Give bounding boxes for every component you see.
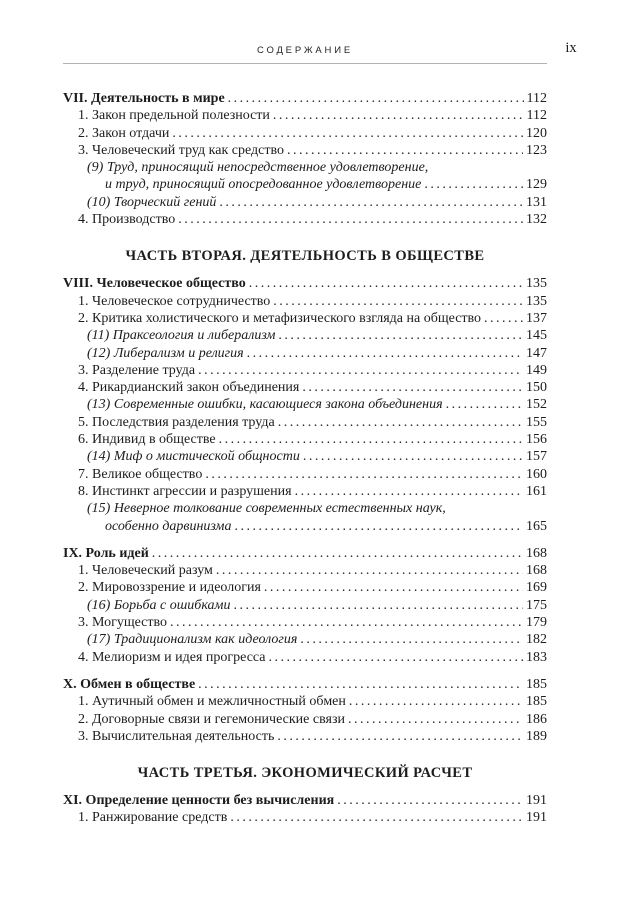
toc-entry-page: 161 [526,483,547,499]
toc-entry-title: VIII. Человеческое общество [63,276,246,292]
dot-leader [247,345,523,362]
toc-entry [63,396,547,413]
toc-entry-title: 3. Могущество [78,615,168,631]
toc-entry-page: 152 [526,397,547,413]
toc-entry [63,562,547,579]
toc-entry-title: 2. Договорные связи и гегемонические связи [78,711,345,727]
toc-entry-title: 1. Закон предельной полезности [78,108,270,124]
running-head: СОДЕРЖАНИЕ [257,45,353,56]
toc-entry-page: 157 [526,449,547,465]
toc-entry-page: 150 [526,380,547,396]
toc-entry-title: 1. Человеческое сотрудничество [78,293,271,309]
header-rule [63,63,547,64]
dot-leader [233,597,523,614]
toc-entry [63,327,547,344]
dot-leader [337,792,523,809]
toc-entry-title: 4. Рикардианский закон объединения [78,380,300,396]
toc-entry-page: 135 [526,293,547,309]
toc-entry [63,649,547,666]
part-heading: ЧАСТЬ ТРЕТЬЯ. ЭКОНОМИЧЕСКИЙ РАСЧЕТ [137,765,473,782]
toc-entry [63,448,547,465]
toc-entry-title: 6. Индивид в обществе [78,432,216,448]
toc-entry-title: VII. Деятельность в мире [63,91,225,106]
toc-entry-title: (12) Либерализм и религия [87,345,244,361]
toc-entry-title: IX. Роль идей [63,545,149,561]
toc-entry-page: 168 [526,563,547,579]
toc-entry [63,345,547,362]
toc-entry-title: (13) Современные ошибки, касающиеся закона объединения [87,397,443,413]
dot-leader [269,649,523,666]
toc-entry [63,631,547,648]
toc-entry-page: 183 [526,649,547,665]
toc-entry-title: и труд, приносящий опосредованное удовлетворение [105,177,422,193]
toc-entry-page: 131 [526,194,547,210]
dot-leader [198,362,523,379]
toc-entry-title: 1. Человеческий разум [78,563,213,579]
toc-entry [63,466,547,483]
toc-entry-title: (10) Творческий гений [87,194,217,210]
toc-entry-title-line1: (9) Труд, приносящий непосредственное удовлетворение, [87,160,429,176]
toc-entry [63,518,547,535]
toc-entry [63,693,547,710]
toc-entry [63,275,547,292]
toc-entry-page: 135 [526,276,547,292]
toc-entry-page: 120 [526,125,547,141]
dot-leader [219,431,523,448]
dot-leader [264,579,523,596]
toc-entry-page: 160 [526,466,547,482]
toc-entry-multiline [63,159,547,194]
toc-entry [63,362,547,379]
toc-entry-page: 175 [526,597,547,613]
toc-entry [63,728,547,745]
dot-leader [228,90,524,107]
toc-entry-page: 191 [526,793,547,809]
dot-leader [178,211,523,228]
toc-entry [63,414,547,431]
toc-entry-page: 182 [526,632,547,648]
toc-entry [63,90,547,107]
dot-leader [198,676,523,693]
toc-entry-page: 129 [526,177,547,193]
dot-leader [302,379,523,396]
dot-leader [152,545,523,562]
dot-leader [273,293,523,310]
toc-entry-page: 112 [526,91,547,106]
toc-entry-multiline [63,500,547,535]
toc-entry [63,293,547,310]
toc-entry-page: 186 [526,711,547,727]
toc-entry-page: 165 [526,518,547,534]
toc-entry-title: 2. Мировоззрение и идеология [78,580,261,596]
dot-leader [484,310,523,327]
dot-leader [446,396,523,413]
toc-entry [63,809,547,826]
toc-entry [63,597,547,614]
toc-entry-page: 156 [526,432,547,448]
dot-leader [205,466,523,483]
toc-entry-title-line1: (15) Неверное толкование современных естественных наук, [87,501,446,517]
toc-entry-title: 8. Инстинкт агрессии и разрушения [78,483,292,499]
toc-entry-title: 5. Последствия разделения труда [78,414,275,430]
dot-leader [219,194,523,211]
toc-entry-title: 2. Закон отдачи [78,125,170,141]
toc-entry-title: 4. Мелиоризм и идея прогресса [78,649,266,665]
toc-entry-page: 169 [526,580,547,596]
toc-entry [63,676,547,693]
toc-entry [63,125,547,142]
dot-leader [230,809,523,826]
dot-leader [348,711,523,728]
toc-entry [63,545,547,562]
toc-entry [63,614,547,631]
toc-entry-title: 1. Ранжирование средств [78,810,228,826]
dot-leader [278,327,523,344]
toc-entry-title: (16) Борьба с ошибками [87,597,231,613]
dot-leader [277,728,523,745]
toc-entry [63,579,547,596]
toc-entry [63,310,547,327]
toc-entry [63,431,547,448]
dot-leader [295,483,523,500]
toc-entry [63,711,547,728]
toc-entry-page: 185 [526,676,547,692]
toc-entry-title: особенно дарвинизма [105,518,232,534]
dot-leader [300,631,523,648]
toc-entry [63,379,547,396]
toc-entry [63,107,547,124]
dot-leader [273,107,524,124]
toc-entry-title: X. Обмен в обществе [63,676,196,692]
toc-entry-title: 3. Человеческий труд как средство [78,142,284,158]
toc-entry-title: 7. Великое общество [78,466,203,482]
toc-entry-page: 147 [526,345,547,361]
toc-entry [63,211,547,228]
part-heading: ЧАСТЬ ВТОРАЯ. ДЕЯТЕЛЬНОСТЬ В ОБЩЕСТВЕ [125,248,485,265]
toc-entry-title: 3. Разделение труда [78,362,196,378]
toc-entry-page: 185 [526,694,547,710]
dot-leader [303,448,523,465]
toc-entry-page: 123 [526,142,547,158]
toc-entry-title: 2. Критика холистического и метафизического взгляда на общество [78,310,482,326]
dot-leader [349,693,523,710]
toc-entry-page: 112 [526,108,547,124]
toc-entry-title: (14) Миф о мистической общности [87,449,300,465]
toc-entry [63,792,547,809]
toc-entry-page: 189 [526,728,547,744]
toc-entry-page: 179 [526,615,547,631]
toc-entry [63,176,547,193]
toc-entry-page: 191 [526,810,547,826]
page-number-folio: ix [565,40,577,56]
toc-entry-page: 137 [526,310,547,326]
dot-leader [170,614,523,631]
toc-entry-page: 149 [526,362,547,378]
toc-entry-page: 155 [526,414,547,430]
toc-entry-page: 145 [526,328,547,344]
dot-leader [424,176,523,193]
dot-leader [278,414,523,431]
toc-entry-title: (11) Праксеология и либерализм [87,328,276,344]
dot-leader [172,125,523,142]
toc-entry-title: XI. Определение ценности без вычисления [63,793,335,809]
dot-leader [287,142,523,159]
toc-entry-page: 132 [526,212,547,228]
toc-entry-title: 1. Аутичный обмен и межличностный обмен [78,694,346,710]
dot-leader [234,518,523,535]
dot-leader [216,562,523,579]
dot-leader [249,275,523,292]
toc-entry [63,483,547,500]
toc-entry-title: 3. Вычислительная деятельность [78,728,275,744]
toc-entry [63,194,547,211]
toc-entry-title: 4. Производство [78,212,176,228]
toc-entry-page: 168 [526,545,547,561]
toc [63,90,547,827]
toc-entry-title: (17) Традиционализм как идеология [87,632,298,648]
toc-entry [63,142,547,159]
